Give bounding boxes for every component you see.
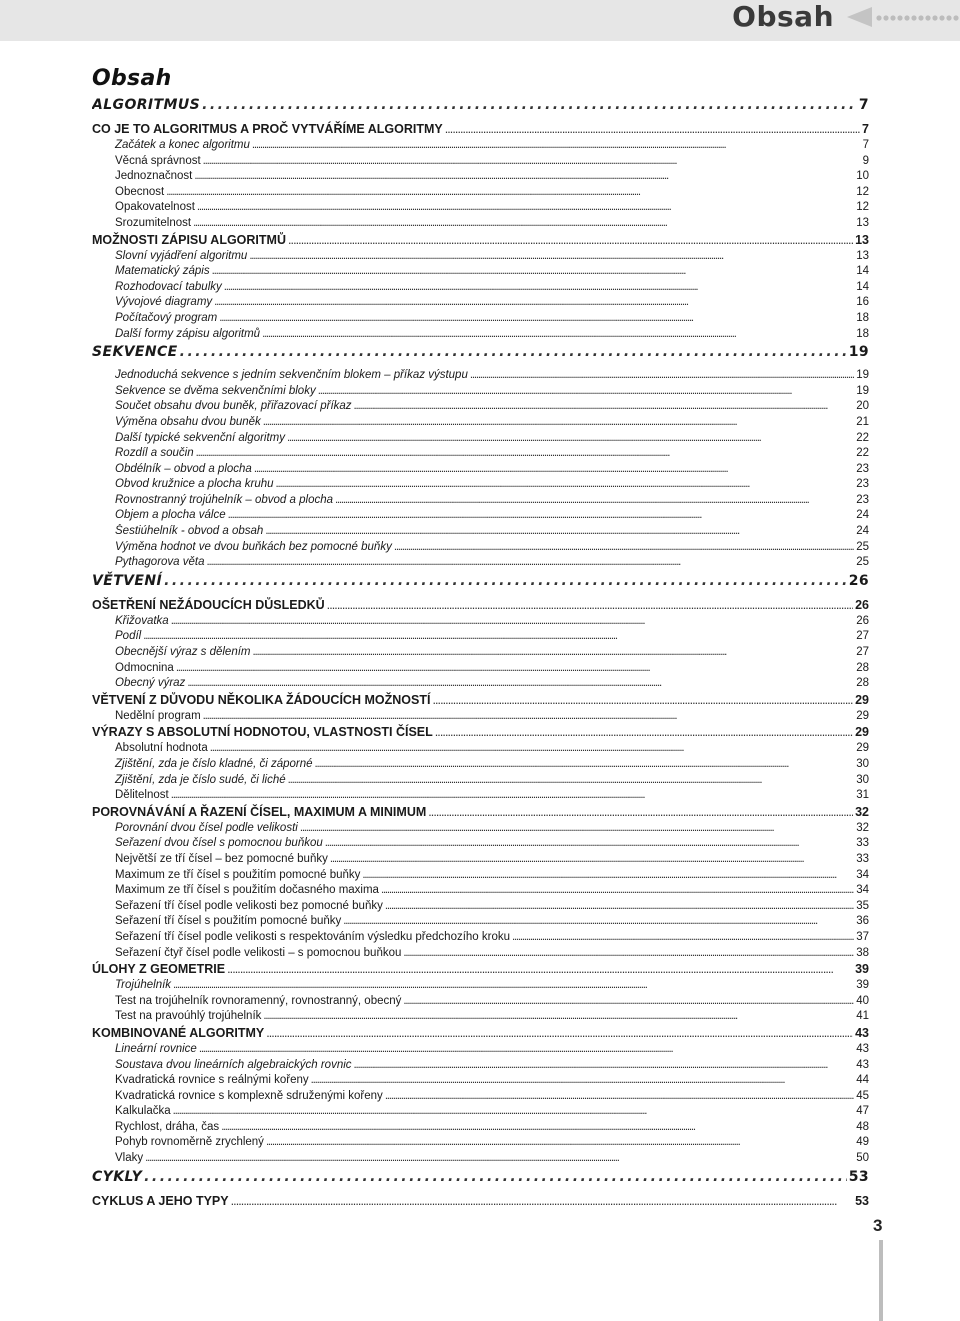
toc-entry-label: Test na pravoúhlý trojúhelník <box>115 1010 262 1023</box>
dot-leader <box>325 836 854 852</box>
toc-entry-label: Jednoduchá sekvence s jedním sekvenčním blokem – příkaz výstupu <box>115 369 468 382</box>
toc-page-number: 10 <box>856 170 869 183</box>
toc-entry-label: Seřazení tří čísel podle velikosti bez pomocné buňky <box>115 899 383 912</box>
toc-entry-label: Zjištění, zda je číslo kladné, či záporné <box>115 758 313 770</box>
toc-section-label: KOMBINOVANÉ ALGORITMY <box>92 1025 265 1040</box>
dot-leader <box>180 344 847 360</box>
dot-leader <box>327 597 853 614</box>
toc-section-label: POROVNÁVÁNÍ A ŘAZENÍ ČÍSEL, MAXIMUM A MINIMUM <box>92 804 427 819</box>
toc-page-number: 35 <box>856 899 869 912</box>
dot-leader <box>354 399 855 415</box>
toc-entry-label: Odmocnina <box>115 661 174 674</box>
toc-page-number: 29 <box>856 742 869 755</box>
toc-entry-label: Pohyb rovnoměrně zrychlený <box>115 1136 264 1149</box>
toc-entry-label: Absolutní hodnota <box>115 742 208 755</box>
toc-entry[interactable] <box>92 852 869 868</box>
toc-chapter[interactable] <box>92 95 869 121</box>
toc-entry-label: Jednoznačnost <box>115 170 193 183</box>
dot-leader <box>187 676 854 692</box>
toc-entry-label: Obecnost <box>115 185 165 198</box>
toc-page-number: 26 <box>855 597 869 612</box>
toc-entry[interactable] <box>92 1058 869 1074</box>
toc-page-number: 12 <box>856 185 869 198</box>
toc-entry[interactable] <box>92 264 869 280</box>
toc-entry[interactable] <box>92 946 869 962</box>
toc-entry[interactable] <box>92 1009 869 1025</box>
toc-entry[interactable] <box>92 1089 869 1105</box>
toc-entry-label: Věcná správnost <box>115 154 201 167</box>
toc-page-number: 45 <box>856 1089 869 1102</box>
toc-entry[interactable] <box>92 524 869 540</box>
toc-page-number: 24 <box>856 509 869 522</box>
dot-leader <box>196 446 855 462</box>
toc-entry[interactable] <box>92 836 869 852</box>
toc-entry[interactable] <box>92 368 869 384</box>
toc-entry[interactable] <box>92 295 869 311</box>
dot-leader <box>164 573 847 589</box>
toc-entry[interactable] <box>92 709 869 725</box>
dot-leader <box>470 368 854 384</box>
dot-leader <box>300 821 854 837</box>
toc-entry-label: Vývojové diagramy <box>115 296 213 309</box>
toc-chapter[interactable] <box>92 1167 869 1193</box>
toc-section[interactable] <box>92 1025 869 1042</box>
dot-leader <box>173 978 854 994</box>
toc-entry[interactable] <box>92 311 869 327</box>
dot-leader <box>203 154 861 170</box>
toc-page-number: 40 <box>856 994 869 1007</box>
toc-page-number: 30 <box>856 758 869 770</box>
toc-section-label: VÝRAZY S ABSOLUTNÍ HODNOTOU, VLASTNOSTI ČÍSEL <box>92 725 433 740</box>
toc-entry-label: Maximum ze tří čísel s použitím pomocné buňky <box>115 868 361 881</box>
toc-entry[interactable] <box>92 1042 869 1058</box>
toc-entry[interactable] <box>92 138 869 154</box>
toc-page-number: 34 <box>856 884 869 897</box>
dot-leader <box>214 295 854 311</box>
toc-entry-label: Výměna hodnot ve dvou buňkách bez pomocné buňky <box>115 540 392 553</box>
dot-leader <box>311 1073 855 1089</box>
toc-page-number: 39 <box>855 962 869 977</box>
toc-page-number: 18 <box>856 311 869 324</box>
toc-page-number: 13 <box>855 232 869 247</box>
toc-entry[interactable] <box>92 868 869 884</box>
toc-chapter-label: VĚTVENÍ <box>92 572 163 589</box>
dot-leader <box>335 493 854 509</box>
toc-section[interactable] <box>92 1193 869 1210</box>
toc-entry[interactable] <box>92 676 869 692</box>
dot-leader <box>212 264 855 280</box>
toc-chapter-label: SEKVENCE <box>92 344 178 361</box>
toc-entry[interactable] <box>92 446 869 462</box>
dot-leader <box>394 540 854 556</box>
dot-leader <box>224 280 854 296</box>
toc-entry[interactable] <box>92 1151 869 1167</box>
toc-page-number: 53 <box>848 1168 869 1185</box>
dot-leader <box>385 899 854 915</box>
dot-leader <box>171 614 855 630</box>
dot-leader <box>199 1042 854 1058</box>
toc-page-number: 23 <box>856 478 869 491</box>
toc-page-number: 22 <box>856 447 869 460</box>
toc-entry-label: Seřazení tří čísel podle velikosti s respektováním výsledku předchozího kroku <box>115 930 511 943</box>
toc-page-number: 26 <box>856 614 869 627</box>
toc-entry[interactable] <box>92 154 869 170</box>
toc-entry-label: Matematický zápis <box>115 265 210 278</box>
dot-leader <box>266 1135 854 1151</box>
toc-page-number: 18 <box>856 327 869 340</box>
toc-page-number: 37 <box>856 930 869 943</box>
toc-entry-label: Test na trojúhelník rovnoramenný, rovnostranný, obecný <box>115 994 402 1007</box>
toc-page-number: 27 <box>856 646 869 659</box>
toc-page-number: 9 <box>862 154 869 167</box>
toc-entry[interactable] <box>92 661 869 677</box>
toc-entry-label: Soustava dvou lineárních algebraických rovnic <box>115 1058 352 1071</box>
toc-page-number: 25 <box>856 540 869 553</box>
toc-page-number: 20 <box>856 400 869 413</box>
dot-leader <box>428 804 853 821</box>
toc-entry[interactable] <box>92 614 869 630</box>
dot-leader <box>249 249 854 265</box>
toc-entry-label: Výměna obsahu dvou buněk <box>115 415 261 428</box>
toc-section-label: OŠETŘENÍ NEŽÁDOUCÍCH DŮSLEDKŮ <box>92 597 325 612</box>
dot-leader <box>219 311 854 327</box>
dot-leader <box>193 216 854 232</box>
toc-page-number: 23 <box>856 462 869 475</box>
toc-entry-label: Rychlost, dráha, čas <box>115 1120 220 1133</box>
toc-section[interactable] <box>92 597 869 614</box>
toc-entry[interactable] <box>92 508 869 524</box>
toc-page-number: 48 <box>856 1120 869 1133</box>
dot-leader <box>266 1025 853 1042</box>
toc-entry-label: Součet obsahu dvou buněk, přiřazovací příkaz <box>115 400 352 413</box>
toc-entry-label: Podíl <box>115 630 142 643</box>
toc-entry-label: Maximum ze tří čísel s použitím dočasného maxima <box>115 884 379 897</box>
toc-entry-label: Obdélník – obvod a plocha <box>115 462 252 475</box>
toc-page-number: 43 <box>855 1025 869 1040</box>
toc-page-number: 50 <box>856 1152 869 1165</box>
toc-entry-label: Obecnější výraz s dělením <box>115 646 251 659</box>
toc-entry-label: Slovní vyjádření algoritmu <box>115 249 248 262</box>
toc-page-number: 19 <box>856 369 869 382</box>
toc-entry-label: Šestiúhelník - obvod a obsah <box>115 525 264 538</box>
toc-page-number: 13 <box>856 249 869 262</box>
toc-title: Obsah <box>92 66 172 91</box>
dot-leader <box>144 1169 847 1185</box>
toc-section[interactable] <box>92 692 869 709</box>
toc-page-number: 32 <box>856 821 869 834</box>
dot-leader <box>263 415 854 431</box>
side-bar <box>879 1240 883 1321</box>
toc-entry-label: Kvadratická rovnice s reálnými kořeny <box>115 1074 309 1087</box>
toc-entry[interactable] <box>92 169 869 185</box>
toc-entry[interactable] <box>92 978 869 994</box>
dot-leader <box>262 327 854 343</box>
toc-page-number: 28 <box>856 677 869 690</box>
toc-page-number: 16 <box>856 296 869 309</box>
toc-section-label: MOŽNOSTI ZÁPISU ALGORITMŮ <box>92 232 286 247</box>
toc-page-number: 7 <box>862 122 869 136</box>
toc-page-number: 49 <box>856 1136 869 1149</box>
toc-section[interactable] <box>92 121 869 138</box>
toc-section-label: VĚTVENÍ Z DŮVODU NĚKOLIKA ŽÁDOUCÍCH MOŽNOSTÍ <box>92 692 431 707</box>
toc-page-number: 33 <box>856 852 869 865</box>
dot-leader <box>145 1151 854 1167</box>
toc-entry[interactable] <box>92 1104 869 1120</box>
toc-entry-label: Seřazení dvou čísel s pomocnou buňkou <box>115 837 323 850</box>
toc-entry[interactable] <box>92 399 869 415</box>
dot-leader <box>143 629 854 645</box>
dot-leader <box>265 524 854 540</box>
toc-entry-label: Seřazení čtyř čísel podle velikosti – s pomocnou buňkou <box>115 946 402 959</box>
dot-leader <box>252 138 861 154</box>
toc-entry-label: Rozhodovací tabulky <box>115 280 222 293</box>
toc-page-number: 31 <box>856 789 869 802</box>
left-arrow-icon <box>845 6 873 28</box>
toc-page-number: 7 <box>858 97 869 113</box>
dot-leader <box>287 431 854 447</box>
toc-entry[interactable] <box>92 327 869 343</box>
toc-entry-label: Lineární rovnice <box>115 1042 197 1055</box>
toc-page-number: 29 <box>855 692 869 707</box>
dot-leader <box>221 1120 854 1136</box>
dot-leader <box>171 788 855 804</box>
toc-entry-label: Sekvence se dvěma sekvenčními bloky <box>115 384 316 397</box>
dot-leader <box>176 661 854 677</box>
toc-entry[interactable] <box>92 493 869 509</box>
toc-entry-label: Srozumitelnost <box>115 216 192 229</box>
toc-entry[interactable] <box>92 1120 869 1136</box>
dot-leader <box>435 724 853 741</box>
toc-entry-label: Opakovatelnost <box>115 201 195 214</box>
toc-entry-label: Seřazení tří čísel s použitím pomocné buňky <box>115 915 342 928</box>
toc-entry-label: Pythagorova věta <box>115 556 205 569</box>
toc-entry[interactable] <box>92 773 869 789</box>
dot-leader <box>166 185 854 201</box>
toc-section-label: CYKLUS A JEHO TYPY <box>92 1193 229 1208</box>
toc-entry-label: Nedělní program <box>115 709 201 722</box>
toc-entry-label: Kalkulačka <box>115 1105 171 1118</box>
toc-entry-label: Zjištění, zda je číslo sudé, či liché <box>115 773 286 786</box>
toc-entry[interactable] <box>92 629 869 645</box>
toc-chapter[interactable] <box>92 342 869 368</box>
toc-page-number: 23 <box>856 493 869 506</box>
toc-entry[interactable] <box>92 431 869 447</box>
toc-page-number: 30 <box>856 773 869 786</box>
toc-page-number: 41 <box>856 1010 869 1023</box>
dot-leader <box>288 232 853 249</box>
toc-section-label: CO JE TO ALGORITMUS A PROČ VYTVÁŘÍME ALGORITMY <box>92 122 443 136</box>
dot-leader <box>197 200 854 216</box>
toc-entry[interactable] <box>92 930 869 946</box>
dot-leader <box>354 1058 855 1074</box>
toc-entry[interactable] <box>92 1073 869 1089</box>
dotted-leader-icon <box>876 12 960 24</box>
toc-entry-label: Další typické sekvenční algoritmy <box>115 431 286 444</box>
dot-leader <box>330 852 854 868</box>
toc-section[interactable] <box>92 961 869 978</box>
dot-leader <box>315 757 855 773</box>
toc-entry-label: Rozdíl a součin <box>115 447 194 460</box>
dot-leader <box>203 709 855 725</box>
page-number: 3 <box>873 1216 883 1235</box>
dot-leader <box>263 1009 854 1025</box>
dot-leader <box>207 555 855 571</box>
toc-entry-label: Trojúhelník <box>115 979 172 992</box>
dot-leader <box>231 1193 853 1210</box>
toc-page-number: 33 <box>856 837 869 850</box>
dot-leader <box>227 961 853 978</box>
toc-page-number: 29 <box>856 709 869 722</box>
toc-entry-label: Obvod kružnice a plocha kruhu <box>115 478 274 491</box>
header-title: Obsah <box>732 0 834 33</box>
toc-entry[interactable] <box>92 757 869 773</box>
dot-leader <box>403 994 854 1010</box>
toc-entry-label: Začátek a konec algoritmu <box>115 139 250 151</box>
dot-leader <box>254 462 854 478</box>
toc-section[interactable] <box>92 804 869 821</box>
toc-entry[interactable] <box>92 883 869 899</box>
dot-leader <box>385 1089 854 1105</box>
toc-page-number: 21 <box>856 415 869 428</box>
toc-section[interactable] <box>92 724 869 741</box>
toc-page-number: 39 <box>856 979 869 992</box>
toc-entry-label: Další formy zápisu algoritmů <box>115 327 261 340</box>
toc-entry[interactable] <box>92 994 869 1010</box>
toc-page-number: 47 <box>856 1105 869 1118</box>
toc-entry[interactable] <box>92 249 869 265</box>
toc-page-number: 28 <box>856 661 869 674</box>
toc-page-number: 14 <box>856 280 869 293</box>
toc-page-number: 36 <box>856 915 869 928</box>
toc-entry[interactable] <box>92 645 869 661</box>
dot-leader <box>228 508 855 524</box>
toc-page-number: 26 <box>848 572 869 589</box>
toc-section-label: ÚLOHY Z GEOMETRIE <box>92 962 226 977</box>
dot-leader <box>173 1104 855 1120</box>
toc-entry-label: Dělitelnost <box>115 789 169 802</box>
toc-page-number: 29 <box>855 725 869 740</box>
toc-entry[interactable] <box>92 185 869 201</box>
toc-page-number: 43 <box>856 1042 869 1055</box>
toc-entry[interactable] <box>92 462 869 478</box>
dot-leader <box>512 930 854 946</box>
toc-entry[interactable] <box>92 1135 869 1151</box>
toc-entry-label: Porovnání dvou čísel podle velikosti <box>115 821 298 834</box>
dot-leader <box>202 97 857 113</box>
dot-leader <box>253 645 855 661</box>
toc-entry[interactable] <box>92 540 869 556</box>
dot-leader <box>445 121 860 138</box>
toc-page-number: 13 <box>856 216 869 229</box>
toc-entry[interactable] <box>92 216 869 232</box>
toc-entry[interactable] <box>92 788 869 804</box>
toc-page-number: 14 <box>856 265 869 278</box>
toc-entry[interactable] <box>92 741 869 757</box>
toc-entry[interactable] <box>92 821 869 837</box>
toc-page-number: 19 <box>848 344 869 361</box>
toc-entry[interactable] <box>92 914 869 930</box>
table-of-contents <box>92 95 869 1210</box>
dot-leader <box>432 692 853 709</box>
toc-page-number: 38 <box>856 946 869 959</box>
toc-entry-label: Obecný výraz <box>115 677 186 690</box>
toc-chapter[interactable] <box>92 571 869 597</box>
toc-entry[interactable] <box>92 477 869 493</box>
toc-page-number: 12 <box>856 201 869 214</box>
toc-page-number: 53 <box>855 1193 869 1208</box>
toc-section[interactable] <box>92 232 869 249</box>
dot-leader <box>362 868 854 884</box>
dot-leader <box>276 477 855 493</box>
dot-leader <box>318 384 854 400</box>
toc-page-number: 27 <box>856 630 869 643</box>
toc-page-number: 22 <box>856 431 869 444</box>
toc-chapter-label: CYKLY <box>92 1168 143 1185</box>
toc-entry-label: Největší ze tří čísel – bez pomocné buňky <box>115 852 328 865</box>
toc-entry-label: Křižovatka <box>115 614 169 627</box>
dot-leader <box>288 773 855 789</box>
toc-entry[interactable] <box>92 384 869 400</box>
toc-page-number: 7 <box>862 139 869 151</box>
toc-entry[interactable] <box>92 555 869 571</box>
toc-entry-label: Vlaky <box>115 1152 144 1165</box>
dot-leader <box>210 741 854 757</box>
toc-chapter-label: ALGORITMUS <box>92 97 201 113</box>
header-band <box>0 0 960 41</box>
dot-leader <box>403 946 854 962</box>
toc-page-number: 32 <box>855 804 869 819</box>
toc-entry[interactable] <box>92 200 869 216</box>
toc-page-number: 24 <box>856 525 869 538</box>
toc-entry-label: Kvadratická rovnice s komplexně sdruženými kořeny <box>115 1089 383 1102</box>
toc-entry-label: Rovnostranný trojúhelník – obvod a plocha <box>115 493 334 506</box>
toc-page-number: 44 <box>856 1074 869 1087</box>
toc-page-number: 43 <box>856 1058 869 1071</box>
toc-entry-label: Počítačový program <box>115 311 218 324</box>
toc-entry-label: Objem a plocha válce <box>115 509 226 522</box>
dot-leader <box>194 169 854 185</box>
toc-entry[interactable] <box>92 899 869 915</box>
toc-entry[interactable] <box>92 415 869 431</box>
toc-page-number: 34 <box>856 868 869 881</box>
toc-page-number: 19 <box>856 384 869 397</box>
toc-page-number: 25 <box>856 556 869 569</box>
toc-entry[interactable] <box>92 280 869 296</box>
dot-leader <box>343 914 854 930</box>
dot-leader <box>381 883 854 899</box>
